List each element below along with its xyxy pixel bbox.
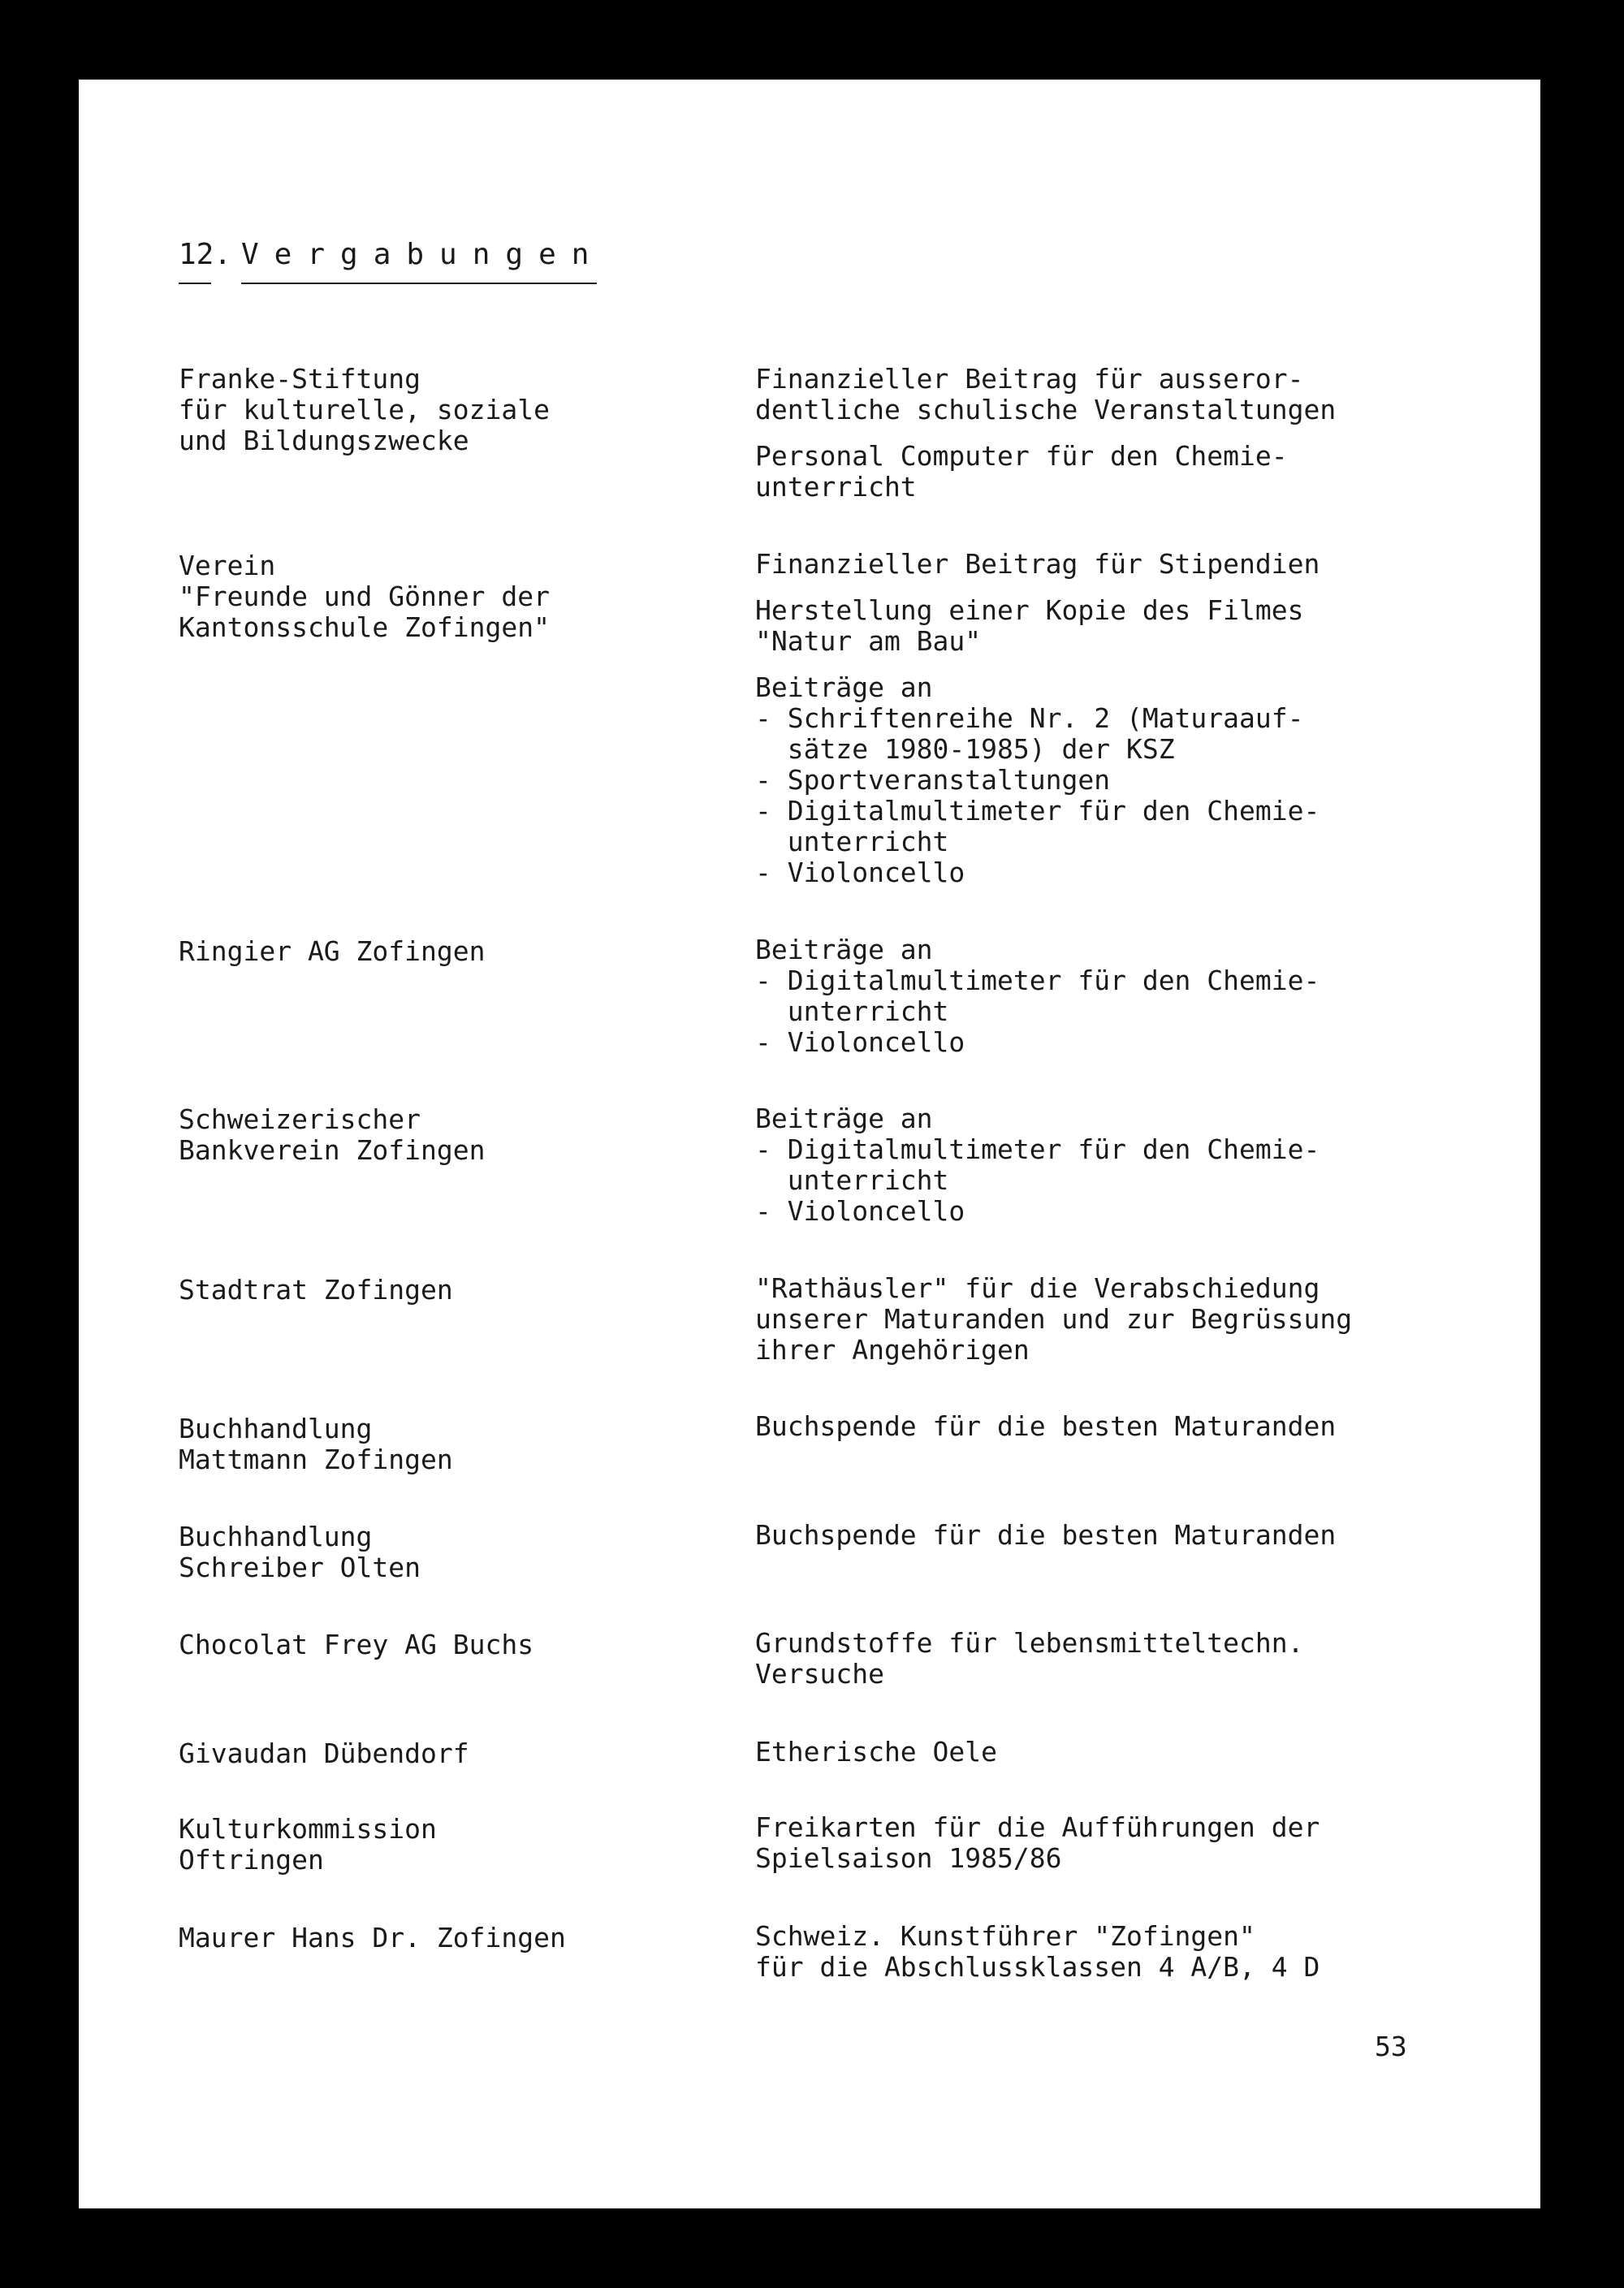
donor-line: "Freunde und Gönner der xyxy=(179,581,550,612)
donor-line: Mattmann Zofingen xyxy=(179,1444,453,1475)
gift-line: - Schriftenreihe Nr. 2 (Maturaauf- xyxy=(755,702,1304,734)
gift-line: unterricht xyxy=(755,826,949,857)
gift-line: Buchspende für die besten Maturanden xyxy=(755,1410,1337,1442)
gift-line: Buchspende für die besten Maturanden xyxy=(755,1519,1337,1551)
donor-line: Oftringen xyxy=(179,1844,324,1876)
donor-line: und Bildungszwecke xyxy=(179,425,469,456)
gift-line: dentliche schulische Veranstaltungen xyxy=(755,394,1337,425)
gift-line: "Rathäusler" für die Verabschiedung xyxy=(755,1272,1320,1304)
gift-line: Beiträge an xyxy=(755,1103,933,1134)
gift-line: Grundstoffe für lebensmitteltechn. xyxy=(755,1627,1304,1659)
gift-line: Freikarten für die Aufführungen der xyxy=(755,1811,1320,1843)
donor-line: Buchhandlung xyxy=(179,1413,373,1444)
gift-line: - Violoncello xyxy=(755,1026,965,1058)
gift-line: - Sportveranstaltungen xyxy=(755,764,1111,796)
gift-line: Etherische Oele xyxy=(755,1736,998,1768)
gift-line: unserer Maturanden und zur Begrüssung xyxy=(755,1303,1353,1335)
gift-line: Beiträge an xyxy=(755,934,933,965)
gift-line: - Digitalmultimeter für den Chemie- xyxy=(755,1133,1320,1165)
document-page xyxy=(79,80,1540,2208)
donor-line: Buchhandlung xyxy=(179,1521,373,1552)
donor-line: für kulturelle, soziale xyxy=(179,394,550,425)
page-number: 53 xyxy=(1375,2031,1407,2062)
gift-line: Finanzieller Beitrag für Stipendien xyxy=(755,548,1320,580)
gift-line: - Violoncello xyxy=(755,1195,965,1227)
donor-line: Franke-Stiftung xyxy=(179,363,421,395)
gift-line: Finanzieller Beitrag für ausseror- xyxy=(755,363,1304,395)
donor-line: Schreiber Olten xyxy=(179,1552,421,1583)
gift-line: Beiträge an xyxy=(755,671,933,703)
donor-line: Verein xyxy=(179,550,276,581)
donor-line: Kantonsschule Zofingen" xyxy=(179,611,550,643)
donor-line: Bankverein Zofingen xyxy=(179,1134,486,1166)
gift-line: Spielsaison 1985/86 xyxy=(755,1842,1062,1874)
section-title-underline xyxy=(241,283,597,284)
gift-line: unterricht xyxy=(755,995,949,1027)
donor-line: Stadtrat Zofingen xyxy=(179,1274,453,1306)
gift-line: Schweiz. Kunstführer "Zofingen" xyxy=(755,1920,1255,1952)
donor-line: Givaudan Dübendorf xyxy=(179,1738,469,1769)
gift-line: - Digitalmultimeter für den Chemie- xyxy=(755,795,1320,827)
section-number-underline xyxy=(179,283,211,284)
gift-line: ihrer Angehörigen xyxy=(755,1334,1030,1366)
gift-line: "Natur am Bau" xyxy=(755,625,982,657)
gift-line: unterricht xyxy=(755,1164,949,1196)
donor-line: Kulturkommission xyxy=(179,1813,437,1845)
gift-line: sätze 1980-1985) der KSZ xyxy=(755,733,1175,765)
section-title: Vergabungen xyxy=(241,238,605,271)
donor-line: Chocolat Frey AG Buchs xyxy=(179,1629,534,1660)
donor-line: Maurer Hans Dr. Zofingen xyxy=(179,1922,566,1953)
gift-line: - Digitalmultimeter für den Chemie- xyxy=(755,965,1320,996)
donor-line: Ringier AG Zofingen xyxy=(179,935,486,967)
donor-line: Schweizerischer xyxy=(179,1103,421,1135)
gift-line: unterricht xyxy=(755,471,917,503)
gift-line: Herstellung einer Kopie des Filmes xyxy=(755,594,1304,626)
gift-line: Versuche xyxy=(755,1658,884,1690)
gift-line: für die Abschlussklassen 4 A/B, 4 D xyxy=(755,1951,1320,1983)
section-number: 12. xyxy=(179,238,232,271)
gift-line: - Violoncello xyxy=(755,857,965,888)
gift-line: Personal Computer für den Chemie- xyxy=(755,440,1288,472)
